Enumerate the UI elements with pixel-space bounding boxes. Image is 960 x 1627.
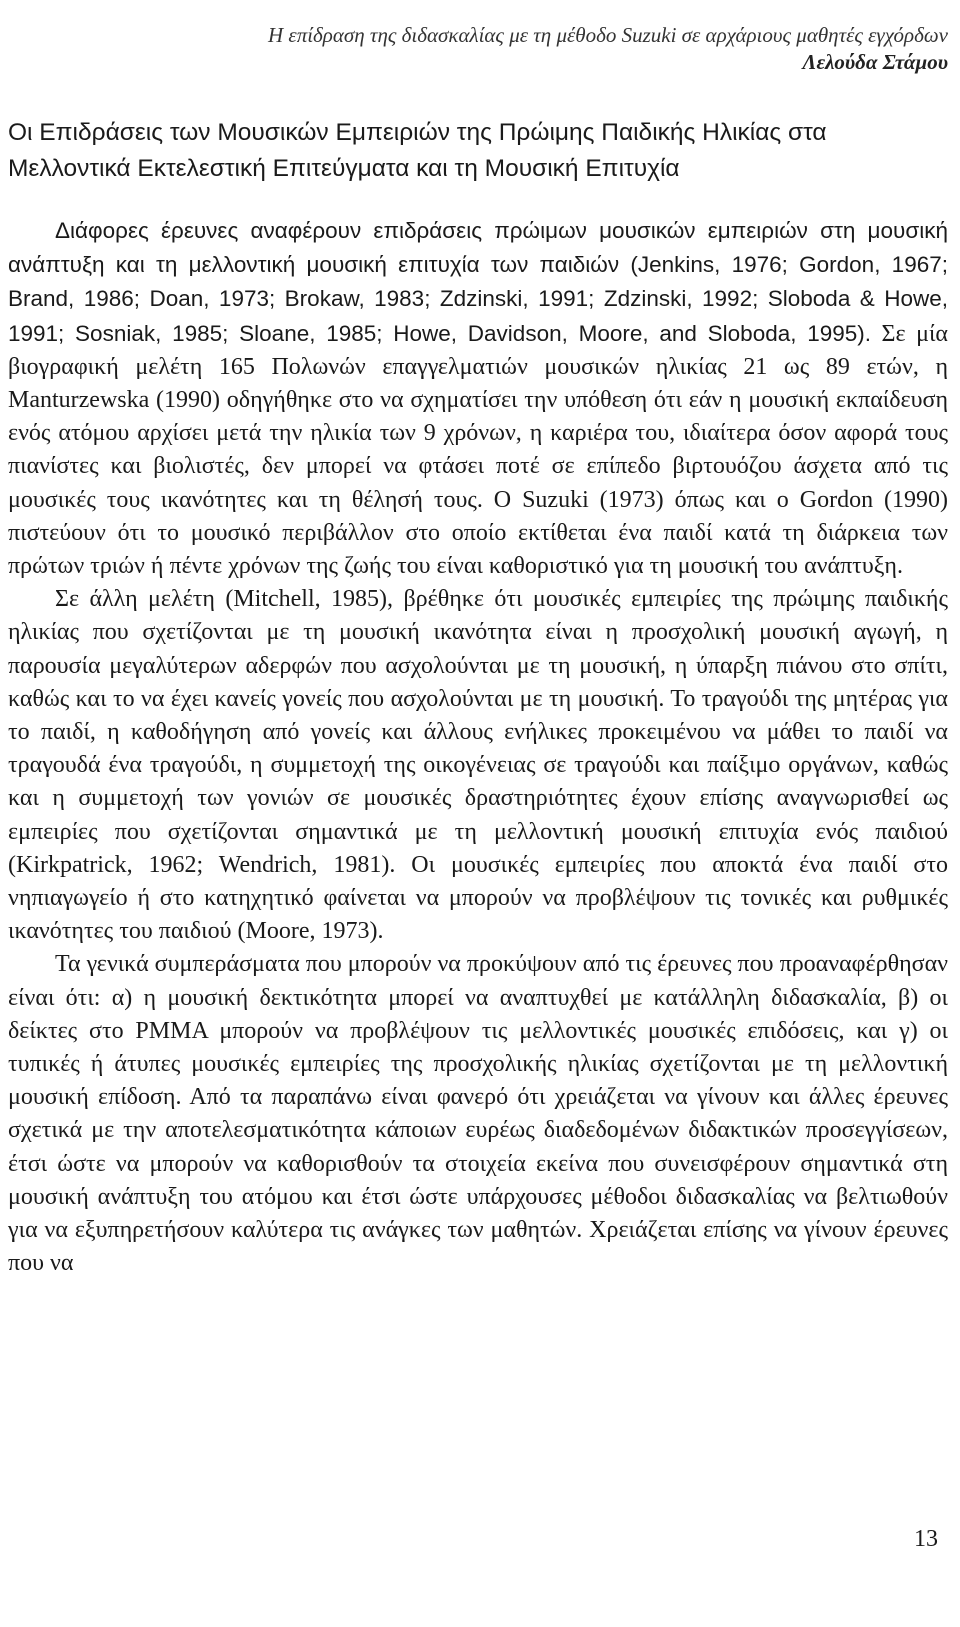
paragraph-3: Τα γενικά συμπεράσματα που μπορούν να προκύψουν από τις έρευνες που προαναφέρθησαν είναι ότι: α) η μουσική δεκτικότητα μπορεί να αναπτυχθεί με κατάλληλη διδασκαλία, β) οι δείκτες στο PMMA μπορούν να προβλέψουν τις μελλοντικές μουσικές επιδόσεις, και γ) οι τυπικές ή άτυπες μουσικές εμπειρίες της προσχολικής ηλικίας σχετίζονται με τη μελλοντική μουσική επίδοση. Από τα παραπάνω είναι φανερό ότι χρειάζεται να γίνουν και άλλες έρευνες σχετικά με την αποτελεσματικότητα κάποιων ευρέως διαδεδομένων διδακτικών προσεγγίσεων, έτσι ώστε να μπορούν να καθορισθούν τα στοιχεία εκείνα που συνεισφέρουν σημαντικά στη μουσική ανάπτυξη του ατόμου και έτσι ώστε υπάρχουσες μέθοδοι διδασκαλίας να βελτιωθούν για να εξυπηρετήσουν καλύτερα τις ανάγκες των μαθητών. Χρειάζεται επίσης να γίνουν έρευνες που να [8, 951, 948, 1277]
paragraph-1-part-2: Σε μία βιογραφική μελέτη 165 Πολωνών επαγγελματιών μουσικών ηλικίας 21 ως 89 ετών, η Manturzewska (1990) οδηγήθηκε στο να σχηματίσει την υπόθεση ότι εάν η μουσική εκπαίδευση ενός ατόμου αρχίσει μετά την ηλικία των 9 χρόνων, η καριέρα του, ιδιαίτερα όσον αφορά τους πιανίστες και βιολιστές, δεν μπορεί να φτάσει ποτέ σε επίπεδο βιρτουόζου άσχετα από τις μουσικές τους ικανότητες και τη θέλησή τους. Ο Suzuki (1973) όπως και ο Gordon (1990) πιστεύουν ότι το μουσικό περιβάλλον στο οποίο εκτίθεται ένα παιδί κατά τη διάρκεια των πρώτων τριών ή πέντε χρόνων της ζωής του είναι καθοριστικό για τη μουσική του ανάπτυξη. [8, 320, 948, 580]
body-text [8, 214, 948, 1281]
paragraph-1-part-1: Διάφορες έρευνες αναφέρουν επιδράσεις πρώιμων μουσικών εμπειριών στη μουσική ανάπτυξη και τη μελλοντική μουσική επιτυχία των παιδιών (Jenkins, 1976; Gordon, 1967; Brand, 1986; Doan, 1973; Brokaw, 1983; Zdzinski, 1991; Zdzinski, 1992; Sloboda & Howe, 1991; Sosniak, 1985; Sloane, 1985; Howe, Davidson, Moore, and Sloboda, 1995). [8, 218, 948, 346]
page-number: 13 [914, 1526, 938, 1552]
running-header-author: Λελούδα Στάμου [802, 50, 948, 74]
section-heading: Οι Επιδράσεις των Μουσικών Εμπειριών της Πρώιμης Παιδικής Ηλικίας στα Μελλοντικά Εκτελεστική Επιτεύγματα και τη Μουσική Επιτυχία [8, 119, 827, 182]
paragraph-2: Σε άλλη μελέτη (Mitchell, 1985), βρέθηκε ότι μουσικές εμπειρίες της πρώιμης παιδικής ηλικίας που σχετίζονται με τη μουσική ικανότητα είναι η προσχολική μουσική αγωγή, η παρουσία μεγαλύτερων αδερφών που ασχολούνται με τη μουσική, η ύπαρξη πιάνου στο σπίτι, καθώς και το να έχει κανείς γονείς που ασχολούνται με τη μουσική. Το τραγούδι της μητέρας για το παιδί, η καθοδήγηση από γονείς και άλλους ενήλικες προκειμένου να μάθει το παιδί να τραγουδά ένα τραγούδι, η συμμετοχή της οικογένειας σε τραγούδι και παίξιμο οργάνων, καθώς και η συμμετοχή των γονιών σε μουσικές δραστηριότητες έχουν επίσης αναγνωρισθεί ως εμπειρίες που σχετίζονται σημαντικά με τη μελλοντική μουσική επιτυχία ενός παιδιού (Kirkpatrick, 1962; Wendrich, 1981). Οι μουσικές εμπειρίες που αποκτά ένα παιδί στο νηπιαγωγείο ή στο κατηχητικό φαίνεται να μπορούν να προβλέψουν τις τονικές και ρυθμικές ικανότητες του παιδιού (Moore, 1973). [8, 586, 948, 945]
paragraph-1 [8, 214, 948, 583]
running-header [268, 22, 948, 76]
running-header-title: Η επίδραση της διδασκαλίας με τη μέθοδο Suzuki σε αρχάριους μαθητές εγχόρδων [268, 23, 948, 47]
